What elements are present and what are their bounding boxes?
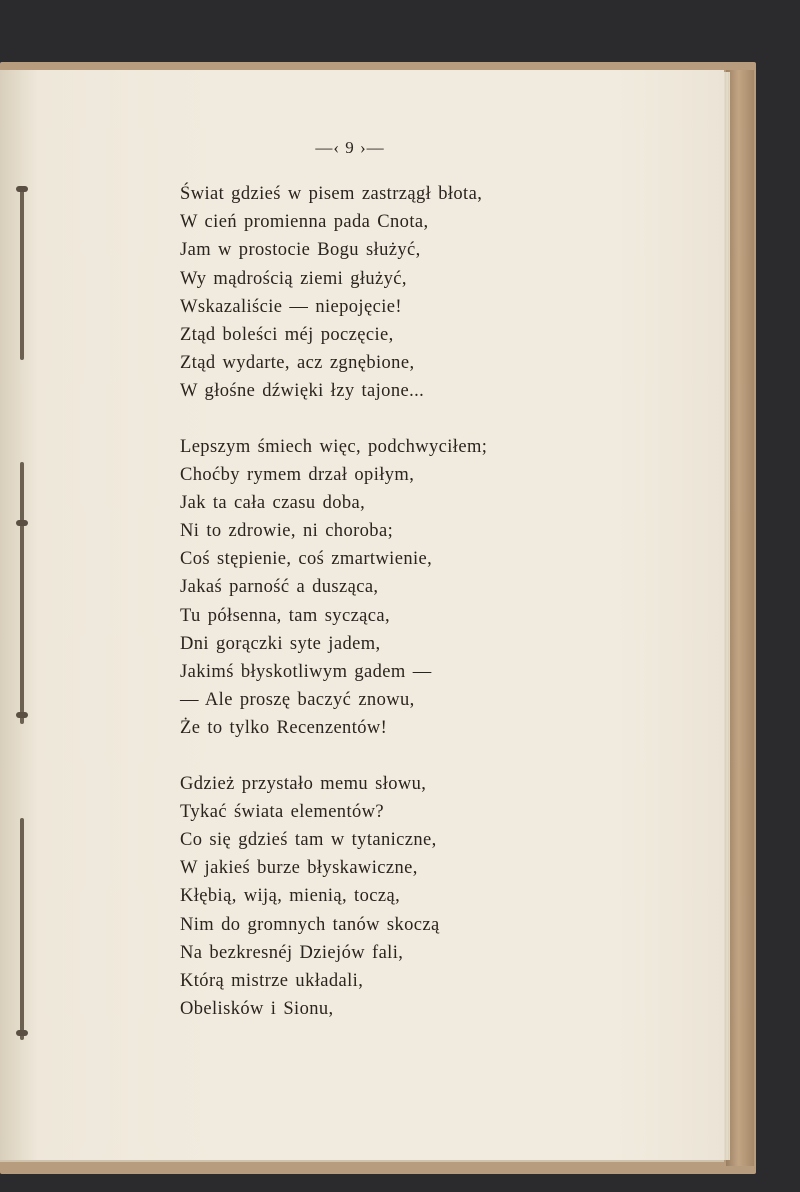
verse-line: Coś stępienie, coś zmartwienie, (180, 549, 433, 570)
verse-line: W cień promienna pada Cnota, (180, 212, 429, 233)
stanza-1 (180, 180, 700, 406)
binding-stitch (20, 188, 24, 360)
verse-line: Tu półsenna, tam sycząca, (180, 605, 391, 626)
verse-line: Którą mistrze układali, (180, 970, 364, 991)
verse-line: Jakimś błyskotliwym gadem — (180, 662, 432, 682)
verse-line: Wy mądrością ziemi głużyć, (180, 268, 407, 289)
verse-line: Nim do gromnych tanów skoczą (180, 914, 440, 935)
verse-line: — Ale proszę baczyć znowu, (180, 690, 415, 711)
verse-line: Gdzież przystało memu słowu, (180, 773, 427, 794)
binding-stitch (20, 462, 24, 724)
verse-line: Jak ta cała czasu doba, (180, 492, 366, 513)
binding-knot (16, 520, 28, 526)
verse-line: Choćby rymem drzał opiłym, (180, 464, 415, 485)
poem-text (180, 180, 700, 1050)
verse-line: Ztąd wydarte, acz zgnębione, (180, 353, 415, 374)
verse-line: Dni gorączki syte jadem, (180, 633, 381, 654)
verse-line: Lepszym śmiech więc, podchwyciłem; (180, 436, 488, 457)
verse-line: Że to tylko Recenzentów! (180, 718, 388, 739)
verse-line: Wskazaliście — niepojęcie! (180, 296, 402, 317)
stanza-2 (180, 433, 700, 743)
verse-line: Na bezkresnéj Dziejów fali, (180, 942, 404, 963)
cover-edge (726, 70, 754, 1166)
verse-line: Ni to zdrowie, ni choroba; (180, 521, 394, 542)
page-gutter (0, 70, 38, 1160)
binding-stitch (20, 818, 24, 1040)
verse-line: Świat gdzieś w pisem zastrzągł błota, (180, 184, 483, 204)
binding-knot (16, 712, 28, 718)
verse-line: Kłębią, wiją, mienią, toczą, (180, 886, 401, 907)
verse-line: W głośne dźwięki łzy tajone... (180, 381, 425, 402)
verse-line: Obelisków i Sionu, (180, 999, 334, 1020)
verse-line: W jakieś burze błyskawiczne, (180, 858, 418, 879)
verse-line: Co się gdzieś tam w tytaniczne, (180, 829, 437, 850)
verse-line: Tykać świata elementów? (180, 801, 385, 822)
verse-line: Ztąd boleści méj poczęcie, (180, 324, 394, 345)
binding-knot (16, 1030, 28, 1036)
verse-line: Jakaś parność a dusząca, (180, 577, 379, 598)
binding-knot (16, 186, 28, 192)
verse-line: Jam w prostocie Bogu służyć, (180, 240, 421, 261)
stanza-3 (180, 770, 700, 1024)
page-number-header: —‹ 9 ›— (315, 138, 385, 157)
